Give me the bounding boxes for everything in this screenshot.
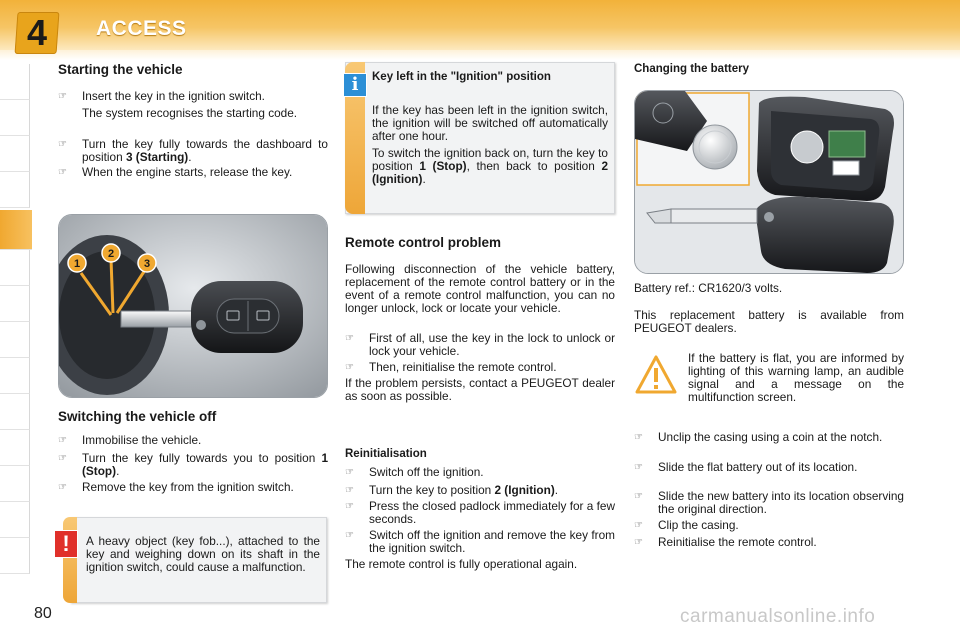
- chapter-number: 4: [26, 12, 48, 53]
- side-tab-13[interactable]: [0, 502, 30, 538]
- header-fade: [0, 50, 960, 60]
- side-tab-6[interactable]: [0, 250, 30, 286]
- remote-problem-intro: Following disconnection of the vehicle battery, replacement of the remote control battery or in the event of a remote control malfunction, you can no longer unlock, lock or locate your vehicle.: [345, 262, 615, 315]
- battery-availability: This replacement battery is available from PEUGEOT dealers.: [634, 308, 904, 335]
- info-box-title: Key left in the "Ignition" position: [372, 71, 551, 83]
- starting-step-3: ☞ When the engine starts, release the key.: [58, 165, 293, 179]
- finger-pointer-icon: ☞: [345, 467, 354, 478]
- finger-pointer-icon: ☞: [634, 432, 643, 443]
- finger-pointer-icon: ☞: [58, 167, 67, 178]
- remote-problem-heading: Remote control problem: [345, 235, 502, 250]
- page-number: 80: [34, 605, 52, 622]
- remote-battery-illustration: [635, 91, 904, 274]
- exclamation-warning-icon: !: [54, 530, 78, 558]
- finger-pointer-icon: ☞: [345, 333, 354, 344]
- finger-pointer-icon: ☞: [58, 435, 67, 446]
- finger-pointer-icon: ☞: [58, 139, 67, 150]
- battery-step-3: ☞ Slide the new battery into its location observing the original direction.: [634, 489, 904, 516]
- starting-step-2: ☞ Turn the key fully towards the dashboard to position 3 (Starting).: [58, 137, 328, 164]
- starting-step-1: ☞ Insert the key in the ignition switch.: [58, 89, 265, 103]
- side-tab-1[interactable]: [0, 64, 30, 100]
- battery-heading: Changing the battery: [634, 63, 750, 75]
- side-tab-10[interactable]: [0, 394, 30, 430]
- switching-off-step-1: ☞ Immobilise the vehicle.: [58, 433, 202, 447]
- finger-pointer-icon: ☞: [634, 537, 643, 548]
- switching-off-step-3: ☞ Remove the key from the ignition switch.: [58, 480, 294, 494]
- warning-note-text: A heavy object (key fob...), attached to the key and weighing down on its shaft in the ignition switch, could cause a malfunction.: [86, 534, 320, 574]
- side-tab-active[interactable]: [0, 210, 32, 250]
- finger-pointer-icon: ☞: [345, 362, 354, 373]
- side-tab-12[interactable]: [0, 466, 30, 502]
- finger-pointer-icon: ☞: [58, 91, 67, 102]
- side-tab-14[interactable]: [0, 538, 30, 574]
- ignition-key-illustration: [59, 215, 328, 398]
- side-tab-11[interactable]: [0, 430, 30, 466]
- switching-off-heading: Switching the vehicle off: [58, 409, 217, 424]
- finger-pointer-icon: ☞: [345, 501, 354, 512]
- reinitialisation-outro: The remote control is fully operational again.: [345, 557, 578, 571]
- side-tab-7[interactable]: [0, 286, 30, 322]
- finger-pointer-icon: ☞: [58, 453, 67, 464]
- finger-pointer-icon: ☞: [345, 485, 354, 496]
- battery-reference: Battery ref.: CR1620/3 volts.: [634, 281, 783, 295]
- info-box-paragraph-2: To switch the ignition back on, turn the key to position 1 (Stop), then back to position 2 (Ignition).: [372, 146, 609, 186]
- side-tab-3[interactable]: [0, 136, 30, 172]
- reinitialisation-step-3: ☞ Press the closed padlock immediately for a few seconds.: [345, 499, 615, 526]
- side-tab-9[interactable]: [0, 358, 30, 394]
- battery-step-5: ☞ Reinitialise the remote control.: [634, 535, 817, 549]
- starting-step-1-continued: The system recognises the starting code.: [82, 106, 298, 120]
- finger-pointer-icon: ☞: [58, 482, 67, 493]
- reinitialisation-step-1: ☞ Switch off the ignition.: [345, 465, 484, 479]
- battery-step-2: ☞ Slide the flat battery out of its location.: [634, 460, 858, 474]
- reinitialisation-heading: Reinitialisation: [345, 448, 427, 460]
- battery-step-4: ☞ Clip the casing.: [634, 518, 739, 532]
- starting-heading: Starting the vehicle: [58, 62, 183, 77]
- ignition-position-label-2: 2: [107, 248, 115, 260]
- remote-problem-outro: If the problem persists, contact a PEUGEOT dealer as soon as possible.: [345, 376, 615, 403]
- side-tab-4[interactable]: [0, 172, 30, 208]
- finger-pointer-icon: ☞: [634, 520, 643, 531]
- remote-problem-step-1: ☞ First of all, use the key in the lock to unlock or lock your vehicle.: [345, 331, 615, 358]
- ignition-position-label-3: 3: [143, 258, 151, 270]
- reinitialisation-step-2: ☞ Turn the key to position 2 (Ignition).: [345, 483, 559, 497]
- ignition-position-label-1: 1: [73, 258, 81, 270]
- battery-flat-warning: If the battery is flat, you are informed by lighting of this warning lamp, an audible signal and a message on the multifunction screen.: [688, 351, 904, 404]
- info-box-paragraph-1: If the key has been left in the ignition switch, the ignition will be switched off automatically after one hour.: [372, 103, 608, 143]
- side-tab-2[interactable]: [0, 100, 30, 136]
- reinitialisation-step-4: ☞ Switch off the ignition and remove the key from the ignition switch.: [345, 528, 615, 555]
- remote-problem-step-2: ☞ Then, reinitialise the remote control.: [345, 360, 557, 374]
- ignition-key-photo: [58, 214, 328, 398]
- finger-pointer-icon: ☞: [634, 462, 643, 473]
- switching-off-step-2: ☞ Turn the key fully towards you to position 1 (Stop).: [58, 451, 328, 478]
- battery-photo: [634, 90, 904, 274]
- warning-triangle-icon: [634, 354, 678, 396]
- side-tab-8[interactable]: [0, 322, 30, 358]
- battery-step-1: ☞ Unclip the casing using a coin at the notch.: [634, 430, 883, 444]
- page-title: ACCESS: [96, 17, 187, 40]
- watermark: carmanualsonline.info: [680, 606, 876, 627]
- finger-pointer-icon: ☞: [345, 530, 354, 541]
- finger-pointer-icon: ☞: [634, 491, 643, 502]
- info-icon: i: [343, 73, 367, 97]
